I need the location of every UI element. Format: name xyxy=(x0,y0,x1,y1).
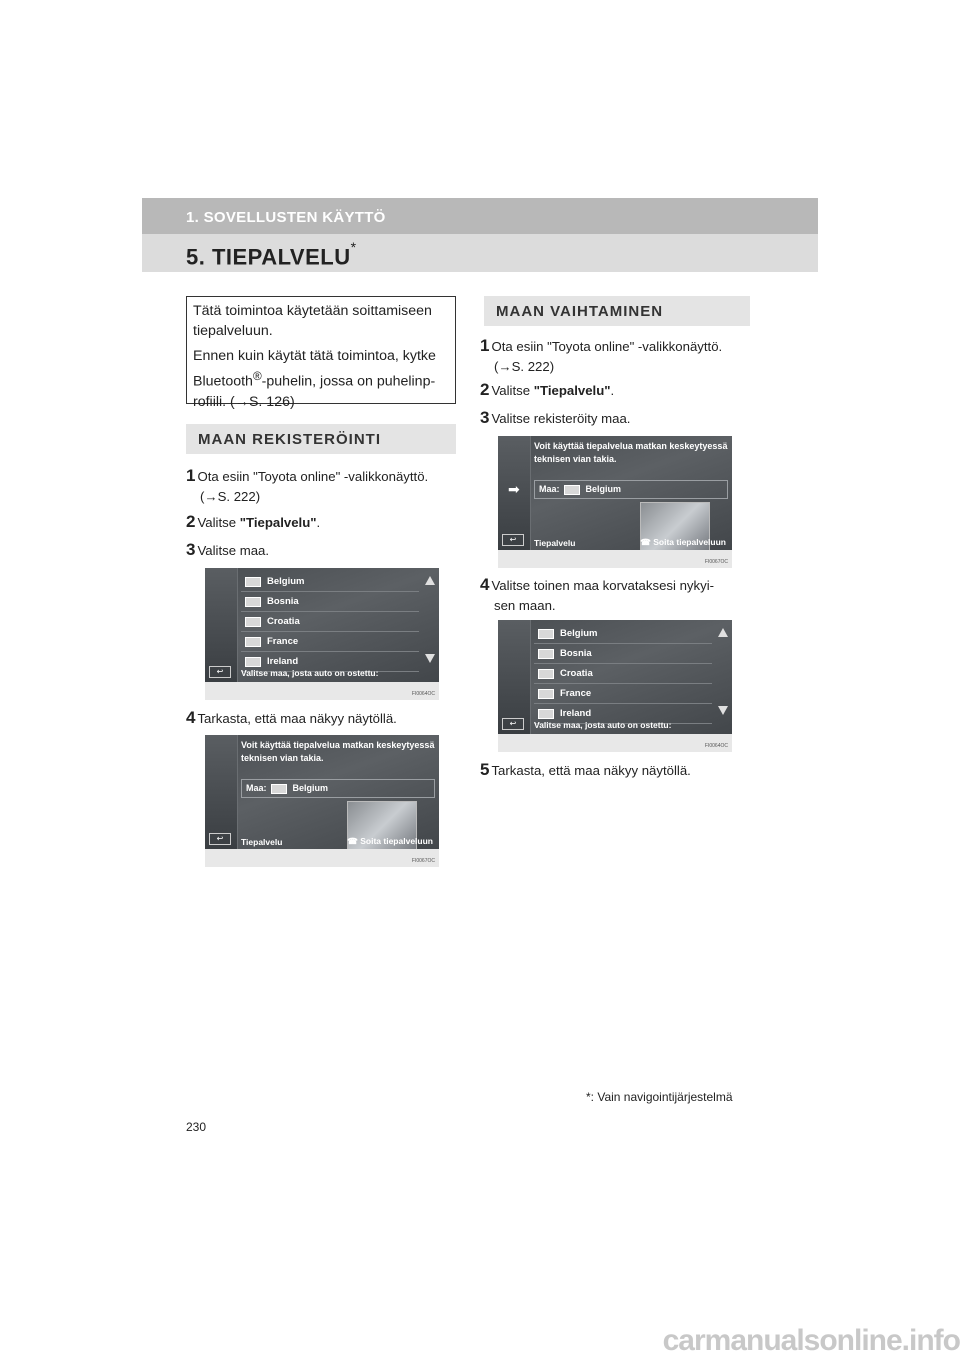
flag-icon xyxy=(538,709,554,719)
figure-code: FI0064OC xyxy=(411,691,435,697)
country-label: Bosnia xyxy=(560,648,592,659)
back-icon[interactable]: ↩ xyxy=(209,833,231,845)
step-subtext: sen maan. xyxy=(494,598,556,613)
section-heading-text: MAAN REKISTERÖINTI xyxy=(198,431,381,448)
screen-sidebar xyxy=(205,735,238,849)
footnote: *: Vain navigointijärjestelmä xyxy=(586,1090,733,1104)
screen-message xyxy=(241,739,435,765)
page-title-text: 5. TIEPALVELU xyxy=(186,244,351,270)
maa-label: Maa: xyxy=(539,484,560,494)
country-label: Bosnia xyxy=(267,596,299,607)
country-label: Croatia xyxy=(267,616,300,627)
step-number: 5 xyxy=(480,760,490,779)
left-step-2 xyxy=(186,512,466,533)
section-heading-maan-rekisterointi xyxy=(186,424,456,454)
step-text: Ota esiin "Toyota online" -valikkonäyttö. xyxy=(197,469,429,484)
country-label: Croatia xyxy=(560,668,593,679)
title-footnote-mark: * xyxy=(350,239,357,255)
section-header xyxy=(142,198,818,234)
message-line-2: teknisen vian takia. xyxy=(241,753,324,763)
left-step-1 xyxy=(186,466,466,507)
maa-label: Maa: xyxy=(246,783,267,793)
section-label: 1. SOVELLUSTEN KÄYTTÖ xyxy=(186,209,386,226)
country-row[interactable] xyxy=(534,644,712,664)
scroll-up-icon[interactable] xyxy=(718,628,728,637)
country-label: Belgium xyxy=(560,628,598,639)
message-line-2: teknisen vian takia. xyxy=(534,454,617,464)
screen-caption-bar xyxy=(498,550,732,568)
screen-country-list-change xyxy=(498,620,732,752)
page-number: 230 xyxy=(186,1120,207,1134)
right-step-1 xyxy=(480,336,760,377)
screen-country-list xyxy=(205,568,439,700)
tiepalvelu-label: Tiepalvelu xyxy=(534,538,576,548)
message-line-1: Voit käyttää tiepalvelua matkan keskeytyessä xyxy=(241,740,435,750)
step-text: Valitse xyxy=(491,383,534,398)
country-field[interactable] xyxy=(534,480,728,499)
maa-value: Belgium xyxy=(585,484,622,494)
step-bold-text: "Tiepalvelu" xyxy=(533,383,611,398)
step-number: 2 xyxy=(186,512,196,531)
step-subtext: (→S. 222) xyxy=(200,489,261,504)
step-text: Valitse xyxy=(197,515,240,530)
message-line-1: Voit käyttää tiepalvelua matkan keskeytyessä xyxy=(534,441,728,451)
call-label: Soita tiepalveluun xyxy=(653,537,726,547)
step-number: 4 xyxy=(480,575,490,594)
screen-sidebar xyxy=(498,620,531,734)
country-label: Belgium xyxy=(267,576,305,587)
flag-icon xyxy=(245,637,261,647)
figure-code: FI0064OC xyxy=(704,743,728,749)
figure-code: FI0067OC xyxy=(411,858,435,864)
step-text: Tarkasta, että maa näkyy näytöllä. xyxy=(491,763,691,778)
flag-icon xyxy=(538,669,554,679)
pointer-arrow-icon: ➡ xyxy=(508,481,520,497)
figure-code: FI0067OC xyxy=(704,559,728,565)
flag-icon xyxy=(538,689,554,699)
step-text: Ota esiin "Toyota online" -valikkonäyttö. xyxy=(491,339,723,354)
country-row[interactable] xyxy=(241,572,419,592)
step-number: 3 xyxy=(186,540,196,559)
step-text: Valitse rekisteröity maa. xyxy=(491,411,631,426)
screen-roadside-info-selected xyxy=(498,436,732,568)
screen-caption-bar xyxy=(205,849,439,867)
tiepalvelu-label: Tiepalvelu xyxy=(241,837,283,847)
screen-prompt: Valitse maa, josta auto on ostettu: xyxy=(534,720,672,730)
step-number: 1 xyxy=(480,336,490,355)
country-label: Ireland xyxy=(267,656,299,667)
step-text: Valitse maa. xyxy=(197,543,270,558)
right-step-2 xyxy=(480,380,760,401)
flag-icon xyxy=(271,784,287,794)
section-heading-maan-vaihtaminen xyxy=(484,296,750,326)
screen-message xyxy=(534,440,728,466)
step-text: Tarkasta, että maa näkyy näytöllä. xyxy=(197,711,397,726)
right-step-5 xyxy=(480,760,760,781)
watermark: carmanualsonline.info xyxy=(662,1324,960,1357)
flag-icon xyxy=(245,657,261,667)
note-line-1: Tätä toimintoa käytetään soittamiseen tiepalveluun. xyxy=(193,303,432,339)
country-field[interactable] xyxy=(241,779,435,798)
call-roadside-button[interactable]: ☎ Soita tiepalveluun xyxy=(640,537,726,547)
page-title xyxy=(186,239,357,270)
screen-sidebar xyxy=(205,568,238,682)
flag-icon xyxy=(538,649,554,659)
registered-mark: ® xyxy=(252,369,262,383)
screen-caption-bar xyxy=(498,734,732,752)
country-row[interactable] xyxy=(534,684,712,704)
left-step-3 xyxy=(186,540,466,561)
page-title-band xyxy=(142,234,818,272)
back-icon[interactable]: ↩ xyxy=(502,534,524,546)
flag-icon xyxy=(538,629,554,639)
step-text: Valitse toinen maa korvataksesi nykyi- xyxy=(491,578,715,593)
left-step-4 xyxy=(186,708,466,729)
back-icon[interactable]: ↩ xyxy=(502,718,524,730)
scroll-down-icon[interactable] xyxy=(718,706,728,715)
flag-icon xyxy=(245,617,261,627)
step-bold-text: "Tiepalvelu" xyxy=(239,515,317,530)
screen-roadside-info xyxy=(205,735,439,867)
step-text-end: . xyxy=(610,383,615,398)
step-number: 2 xyxy=(480,380,490,399)
note-line-2a: Ennen kuin käytät tätä toimintoa, kytke Bluetooth xyxy=(193,348,436,390)
country-row[interactable] xyxy=(534,624,712,644)
step-number: 3 xyxy=(480,408,490,427)
screen-prompt: Valitse maa, josta auto on ostettu: xyxy=(241,668,379,678)
note-line-2 xyxy=(193,346,449,412)
right-step-3 xyxy=(480,408,760,429)
country-row[interactable] xyxy=(241,632,419,652)
scroll-up-icon[interactable] xyxy=(425,576,435,585)
note-line-2b: -puhelin, jossa on puhelinp-rofiili. (→S. 126) xyxy=(193,373,436,410)
country-label: France xyxy=(267,636,299,647)
section-heading-text: MAAN VAIHTAMINEN xyxy=(496,303,664,320)
step-number: 4 xyxy=(186,708,196,727)
back-icon[interactable]: ↩ xyxy=(209,666,231,678)
step-text-end: . xyxy=(316,515,321,530)
step-number: 1 xyxy=(186,466,196,485)
flag-icon xyxy=(564,485,580,495)
maa-value: Belgium xyxy=(292,783,329,793)
call-roadside-button[interactable]: ☎ Soita tiepalveluun xyxy=(347,836,433,846)
country-row[interactable] xyxy=(241,612,419,632)
screen-caption-bar xyxy=(205,682,439,700)
note-box xyxy=(186,296,456,410)
country-label: France xyxy=(560,688,592,699)
step-subtext: (→S. 222) xyxy=(494,359,555,374)
flag-icon xyxy=(245,577,261,587)
country-label: Ireland xyxy=(560,708,592,719)
right-step-4 xyxy=(480,575,760,616)
country-row[interactable] xyxy=(534,664,712,684)
flag-icon xyxy=(245,597,261,607)
country-row[interactable] xyxy=(241,592,419,612)
scroll-down-icon[interactable] xyxy=(425,654,435,663)
call-label: Soita tiepalveluun xyxy=(360,836,433,846)
